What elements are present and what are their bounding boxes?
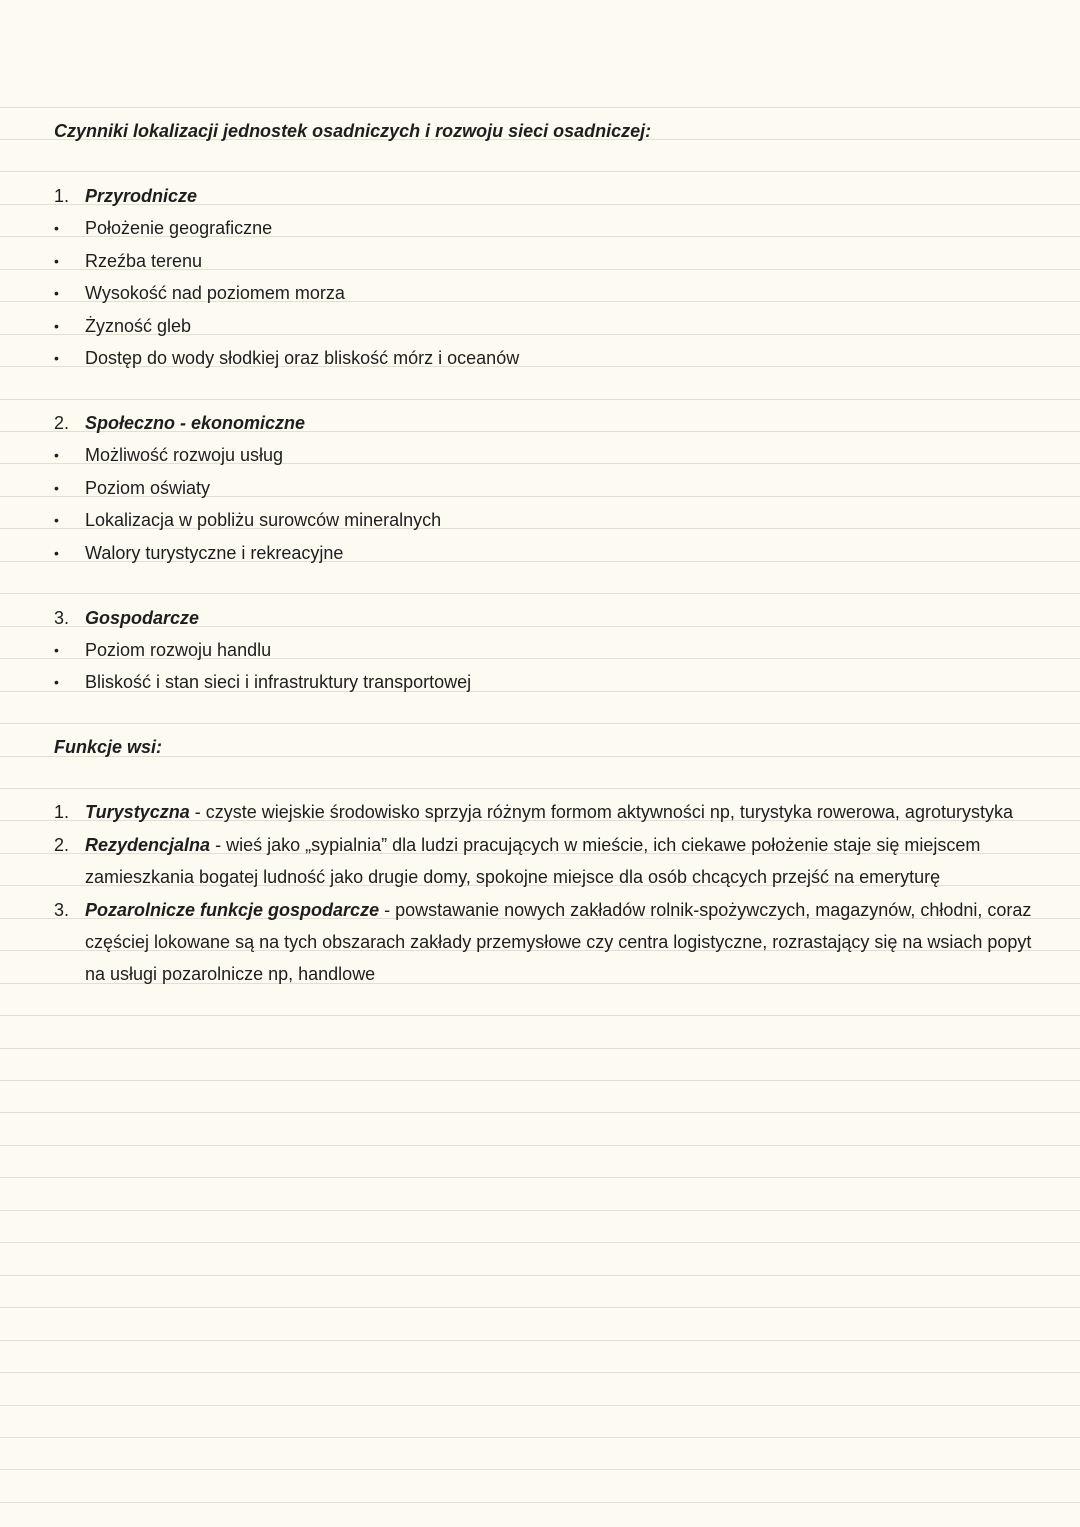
ruled-line [0,1340,1080,1341]
ruled-line [0,1145,1080,1146]
section-title-village-functions: Funkcje wsi: [54,737,163,758]
list-item-text: Lokalizacja w pobliżu surowców mineralnych [85,510,442,531]
list-item-text: Rzeźba terenu [85,250,203,271]
list-item [54,439,1044,471]
list-item [54,245,1044,277]
ruled-line [0,1275,1080,1276]
list-item-text: Bliskość i stan sieci i infrastruktury transportowej [85,672,472,693]
spacer [54,569,1044,601]
bullet-icon: • [54,220,59,237]
list-item [54,212,1044,244]
function-description: na usługi pozarolnicze np, handlowe [85,964,376,985]
ruled-line [0,1015,1080,1016]
function-item-2 [54,829,1044,861]
list-item-text: Walory turystyczne i rekreacyjne [85,542,344,563]
bullet-icon: • [54,285,59,302]
ruled-line [0,1437,1080,1438]
list-item [54,634,1044,666]
spacer [54,375,1044,407]
bullet-icon: • [54,479,59,496]
function-item-3-continued [54,958,1044,990]
ruled-line [0,1080,1080,1081]
function-description: - powstawanie nowych zakładów rolnik-spożywczych, magazynów, chłodni, coraz [384,899,1032,920]
spacer [54,764,1044,796]
list-item-text: Wysokość nad poziomem morza [85,283,345,304]
group-heading-2 [54,407,1044,439]
list-item [54,537,1044,569]
bullet-icon: • [54,674,59,691]
ruled-line [0,1372,1080,1373]
spacer [54,699,1044,731]
section-title-factors: Czynniki lokalizacji jednostek osadniczych i rozwoju sieci osadniczej: [54,121,652,141]
function-item-3-continued [54,926,1044,958]
function-number: 3. [54,899,70,920]
function-term: Rezydencjalna [85,834,211,855]
bullet-icon: • [54,252,59,269]
ruled-line [0,1048,1080,1049]
list-item-text: Dostęp do wody słodkiej oraz bliskość mórz i oceanów [85,348,520,369]
list-item [54,472,1044,504]
list-item-text: Poziom oświaty [85,477,211,498]
list-item-text: Możliwość rozwoju usług [85,445,284,466]
ruled-line [0,1112,1080,1113]
bullet-icon: • [54,447,59,464]
list-item-text: Żyzność gleb [85,315,192,336]
function-term: Pozarolnicze funkcje gospodarcze [85,899,380,920]
ruled-line [0,1307,1080,1308]
bullet-icon: • [54,512,59,529]
ruled-line [0,107,1080,108]
list-item [54,666,1044,698]
document-content [54,115,1044,991]
function-term: Turystyczna [85,802,190,823]
function-item-2-continued [54,861,1044,893]
group-number: 1. [54,185,70,206]
list-item [54,310,1044,342]
list-item-text: Poziom rozwoju handlu [85,640,272,660]
ruled-line [0,1469,1080,1470]
ruled-line [0,1210,1080,1211]
group-heading-label: Gospodarcze [85,607,200,628]
spacer [54,147,1044,179]
function-description: częściej lokowane są na tych obszarach zakłady przemysłowe czy centra logistyczne, rozrastający się na wsiach popyt [85,931,1032,952]
list-item [54,504,1044,536]
bullet-icon: • [54,350,59,367]
bullet-icon: • [54,317,59,334]
function-description: zamieszkania bogatej ludność jako drugie domy, spokojne miejsce dla osób chcących przejść na emeryturę [85,867,941,888]
function-item-3 [54,894,1044,926]
ruled-line [0,1405,1080,1406]
list-item [54,277,1044,309]
list-item-text: Położenie geograficzne [85,218,273,239]
function-number: 1. [54,802,70,823]
function-item-1 [54,796,1044,828]
ruled-line [0,1242,1080,1243]
group-heading-3 [54,602,1044,634]
group-number: 3. [54,607,70,628]
group-number: 2. [54,412,70,433]
group-heading-1 [54,180,1044,212]
function-description: - czyste wiejskie środowisko sprzyja różnym formom aktywności np, turystyka rowerowa, agroturystyka [194,802,1013,823]
ruled-line [0,1177,1080,1178]
ruled-line [0,1502,1080,1503]
function-number: 2. [54,834,70,855]
bullet-icon: • [54,544,59,561]
group-heading-label: Przyrodnicze [85,185,198,206]
list-item [54,342,1044,374]
function-description: - wieś jako „sypialnia” dla ludzi pracujących w mieście, ich ciekawe położenie staje się miejscem [215,834,981,855]
bullet-icon: • [54,642,59,658]
group-heading-label: Społeczno - ekonomiczne [85,412,306,433]
